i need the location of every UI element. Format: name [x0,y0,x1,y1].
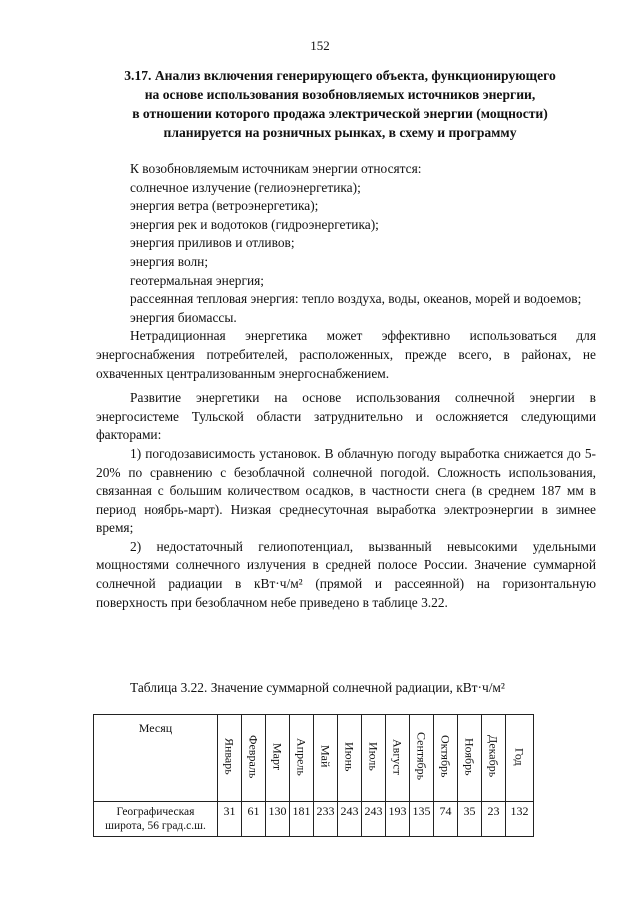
header-label-cell: Месяц [94,715,218,802]
table-caption: Таблица 3.22. Значение суммарной солнечной радиации, кВт·ч/м² [130,680,505,695]
value-cell: 243 [362,802,386,837]
paragraph-factor-1: 1) погодозависимость установок. В облачную погоду выработка снижается до 5-20% по сравнению с безоблачной солнечной погодой. Сложность использования, связанная с большим количеством осадков, в частности снега (в среднем 187 мм в период ноябрь-март). Низкая среднесуточная выработка электроэнергии в зимнее время; [96,445,596,536]
intro-paragraph: К возобновляемым источникам энергии относятся: [130,161,422,176]
list-item: солнечное излучение (гелиоэнергетика); [130,179,361,195]
value-cell: 23 [482,802,506,837]
year-header-cell [506,715,534,802]
paragraph-development: Развитие энергетики на основе использования солнечной энергии в энергосистеме Тульской области затруднительно и осложняется следующими факторами: [96,390,596,443]
heading-line: 3.17. Анализ включения генерирующего объекта, функционирующего [124,68,556,83]
month-header-cell [338,715,362,802]
month-header-cell [434,715,458,802]
list-item: энергия приливов и отливов; [130,235,295,251]
month-header-cell [458,715,482,802]
value-cell: 35 [458,802,482,837]
heading-line: в отношении которого продажа электрической энергии (мощности) [132,106,548,121]
month-label: Февраль [246,734,261,779]
month-header-cell [386,715,410,802]
month-label: Март [270,742,285,771]
table-header-row [94,715,534,802]
month-label: Июль [366,742,381,771]
month-header-cell [266,715,290,802]
paragraph-nontraditional: Нетрадиционная энергетика может эффективно использоваться для энергоснабжения потребителей, расположенных, прежде всего, в районах, не охваченных централизованным энергоснабжением. [96,328,596,381]
row-label-line: Географическая [116,806,195,818]
month-label: Сентябрь [414,732,429,781]
month-label: Декабрь [486,735,501,778]
body-text [96,160,596,612]
page-number: 152 [310,38,330,53]
row-label-line: широта, 56 град.с.ш. [105,820,206,832]
heading-line: планируется на розничных рынках, в схему и программу [163,125,517,140]
paragraph-factor-2: 2) недостаточный гелиопотенциал, вызванный невысокими удельными мощностями солнечного излучения в средней полосе России. Значение суммарной солнечной радиации в кВт·ч/м² (прямой и рассеянной) на горизонтальную поверхность при безоблачном небе приведено в таблице 3.22. [96,538,596,610]
solar-radiation-table [93,714,534,837]
month-header-cell [482,715,506,802]
value-cell: 181 [290,802,314,837]
value-cell: 193 [386,802,410,837]
month-header-cell [314,715,338,802]
section-heading [90,66,590,142]
value-cell: 61 [242,802,266,837]
year-value-cell: 132 [506,802,534,837]
value-cell: 74 [434,802,458,837]
month-label: Июнь [342,741,357,772]
year-label: Год [512,747,527,766]
list-item: энергия волн; [130,253,209,269]
row-label-cell [94,802,218,837]
month-label: Апрель [294,737,309,776]
month-label: Ноябрь [462,737,477,776]
value-cell: 130 [266,802,290,837]
month-header-cell [362,715,386,802]
value-cell: 31 [218,802,242,837]
heading-line: на основе использования возобновляемых источников энергии, [144,87,536,102]
list-item: энергия ветра (ветроэнергетика); [130,198,319,214]
month-header-cell [290,715,314,802]
list-item: энергия рек и водотоков (гидроэнергетика); [130,216,379,232]
value-cell: 135 [410,802,434,837]
table-row [94,802,534,837]
value-cell: 243 [338,802,362,837]
month-label: Август [390,738,405,775]
month-header-cell [218,715,242,802]
month-label: Январь [222,738,237,775]
list-item: энергия биомассы. [130,309,237,325]
month-header-cell [410,715,434,802]
month-header-cell [242,715,266,802]
month-label: Май [318,745,333,768]
list-item: рассеянная тепловая энергия: тепло воздуха, воды, океанов, морей и водоемов; [130,291,582,307]
month-label: Октябрь [438,735,453,778]
value-cell: 233 [314,802,338,837]
list-item: геотермальная энергия; [130,272,265,288]
